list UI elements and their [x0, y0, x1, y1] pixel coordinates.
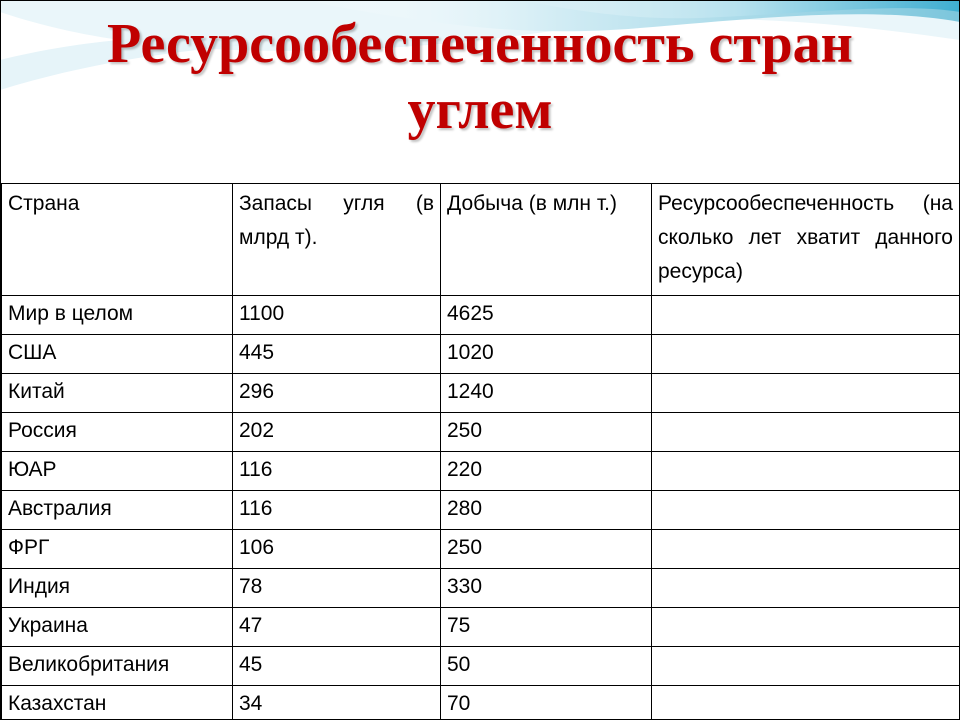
table-row	[2, 335, 960, 374]
table-row	[2, 608, 960, 647]
cell-supply	[652, 374, 960, 413]
cell-country: Великобритания	[2, 647, 233, 686]
coal-supply-table	[1, 183, 960, 720]
cell-production: 50	[441, 647, 652, 686]
cell-reserves: 296	[233, 374, 441, 413]
table-row	[2, 296, 960, 335]
cell-supply	[652, 491, 960, 530]
title-line-1: Ресурсообеспеченность стран	[107, 13, 853, 75]
table-header-row	[2, 184, 960, 296]
cell-supply	[652, 647, 960, 686]
table-row	[2, 686, 960, 720]
cell-reserves: 34	[233, 686, 441, 720]
cell-reserves: 116	[233, 491, 441, 530]
cell-supply	[652, 296, 960, 335]
header-reserves: Запасы угля (в млрд т).	[233, 184, 441, 296]
cell-country: Индия	[2, 569, 233, 608]
cell-reserves: 116	[233, 452, 441, 491]
cell-production: 250	[441, 530, 652, 569]
header-production: Добыча (в млн т.)	[441, 184, 652, 296]
cell-supply	[652, 530, 960, 569]
table-row	[2, 374, 960, 413]
table-row	[2, 491, 960, 530]
table-row	[2, 569, 960, 608]
cell-supply	[652, 452, 960, 491]
cell-production: 250	[441, 413, 652, 452]
table-row	[2, 530, 960, 569]
table-row	[2, 413, 960, 452]
cell-supply	[652, 608, 960, 647]
cell-country: Мир в целом	[2, 296, 233, 335]
table-row	[2, 452, 960, 491]
cell-reserves: 106	[233, 530, 441, 569]
cell-country: Казахстан	[2, 686, 233, 720]
cell-country: США	[2, 335, 233, 374]
cell-production: 220	[441, 452, 652, 491]
cell-supply	[652, 686, 960, 720]
cell-reserves: 202	[233, 413, 441, 452]
cell-supply	[652, 569, 960, 608]
cell-reserves: 45	[233, 647, 441, 686]
header-resource-supply: Ресурсообеспеченность (на сколько лет хватит данного ресурса)	[652, 184, 960, 296]
header-country: Страна	[2, 184, 233, 296]
cell-reserves: 1100	[233, 296, 441, 335]
cell-country: Россия	[2, 413, 233, 452]
cell-reserves: 78	[233, 569, 441, 608]
cell-production: 280	[441, 491, 652, 530]
cell-country: Китай	[2, 374, 233, 413]
cell-country: ЮАР	[2, 452, 233, 491]
cell-production: 1020	[441, 335, 652, 374]
cell-production: 1240	[441, 374, 652, 413]
cell-country: ФРГ	[2, 530, 233, 569]
cell-supply	[652, 335, 960, 374]
cell-production: 75	[441, 608, 652, 647]
cell-production: 70	[441, 686, 652, 720]
cell-country: Австралия	[2, 491, 233, 530]
cell-country: Украина	[2, 608, 233, 647]
cell-production: 330	[441, 569, 652, 608]
page-title	[0, 12, 960, 142]
cell-supply	[652, 413, 960, 452]
cell-reserves: 47	[233, 608, 441, 647]
title-line-2: углем	[407, 79, 553, 141]
table-row	[2, 647, 960, 686]
cell-production: 4625	[441, 296, 652, 335]
cell-reserves: 445	[233, 335, 441, 374]
